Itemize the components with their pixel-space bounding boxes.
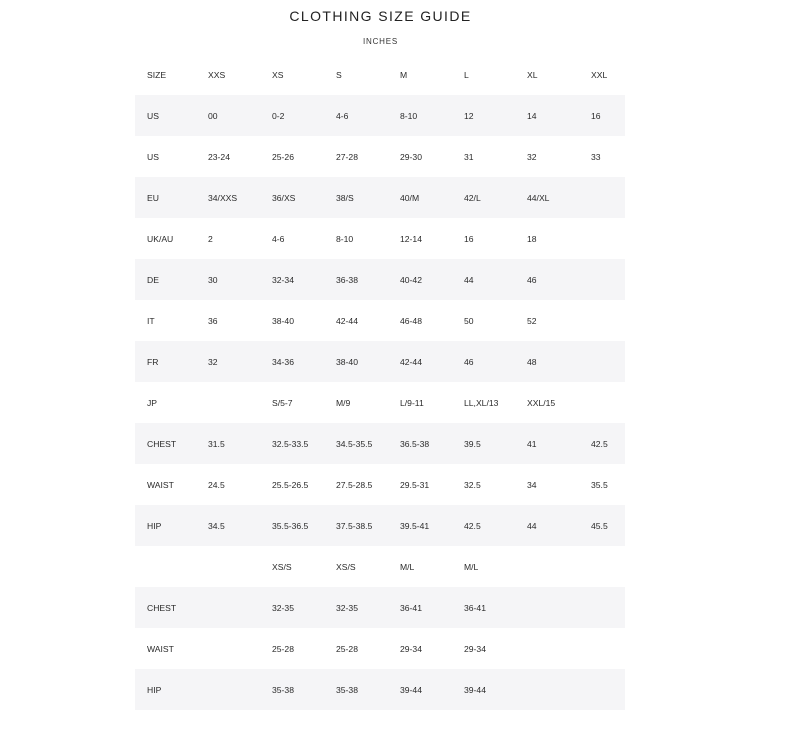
table-cell: 52 [527,315,537,326]
table-row [135,587,625,628]
table-cell: 34.5 [208,505,272,546]
table-cell: 42.5 [591,423,625,464]
table-row [135,95,625,136]
table-cell: 34-36 [272,341,336,382]
subheader-row [135,546,625,587]
table-cell: XXL/15 [527,397,556,408]
table-cell: UK/AU [147,233,174,244]
table-cell: 32.5-33.5 [272,423,336,464]
table-row [135,464,625,505]
table-cell: 16 [591,95,625,136]
table-cell: L/9-11 [400,397,424,408]
table-cell: 36.5-38 [400,423,464,464]
table-cell: 25.5-26.5 [272,479,309,490]
table-cell: 16 [464,233,474,244]
table-cell: XXL [591,69,608,80]
table-cell: 31 [464,151,474,162]
table-cell [591,628,625,669]
table-cell: 32-35 [272,587,336,628]
table-cell: 42.5 [464,505,527,546]
table-cell: 32-35 [336,587,400,628]
table-cell: 00 [208,95,272,136]
table-cell: 29-34 [400,643,422,654]
table-cell: CHEST [135,587,208,628]
table-cell: LL,XL/13 [464,397,499,408]
table-cell: XS [272,69,284,80]
table-row [135,505,625,546]
table-cell [208,546,272,587]
table-cell: 40-42 [400,259,464,300]
table-cell: 18 [527,233,537,244]
table-row [135,423,625,464]
size-table-body [135,54,625,710]
table-cell: SIZE [147,69,167,80]
table-cell: 23-24 [208,151,230,162]
table-cell: 44 [527,505,591,546]
table-cell: 46-48 [400,315,422,326]
table-cell [135,546,208,587]
table-cell: L [464,69,469,80]
table-cell: XS/S [336,561,356,572]
table-cell [208,669,272,710]
table-cell: WAIST [147,643,174,654]
table-cell: 2 [208,233,213,244]
table-cell: EU [135,177,208,218]
table-cell: 38-40 [336,341,400,382]
table-cell: HIP [135,669,208,710]
table-cell: 39.5-41 [400,505,464,546]
table-cell: 38/S [336,177,400,218]
table-cell: 36-41 [464,587,527,628]
table-cell: IT [147,315,155,326]
table-cell: 46 [464,341,527,382]
table-row [135,341,625,382]
table-cell: 42-44 [336,315,358,326]
table-cell: 44/XL [527,177,591,218]
table-row [135,382,625,423]
table-cell: 45.5 [591,505,625,546]
table-cell: 31.5 [208,423,272,464]
table-cell: US [147,151,159,162]
header-row [135,54,625,95]
table-cell: S [336,69,342,80]
table-cell: 35.5 [591,479,608,490]
table-cell: 25-28 [272,643,294,654]
table-cell: 35.5-36.5 [272,505,336,546]
table-cell [591,177,625,218]
table-cell: JP [147,397,158,408]
table-cell [591,669,625,710]
table-cell: 39.5 [464,423,527,464]
table-cell [527,546,591,587]
table-cell: 24.5 [208,479,225,490]
table-cell [591,341,625,382]
table-cell: S/5-7 [272,397,293,408]
table-cell: 34 [527,479,537,490]
table-cell [527,669,591,710]
table-cell: XS/S [272,561,292,572]
table-cell: 36-38 [336,259,400,300]
table-cell: HIP [135,505,208,546]
table-cell: 12 [464,95,527,136]
table-cell: 12-14 [400,233,422,244]
table-row [135,177,625,218]
size-table [135,54,625,710]
table-cell: 27.5-28.5 [336,479,373,490]
table-cell: 30 [208,259,272,300]
table-cell: 27-28 [336,151,358,162]
table-cell [591,259,625,300]
table-cell: 8-10 [400,95,464,136]
table-cell [208,587,272,628]
table-cell: 32-34 [272,259,336,300]
table-cell: 4-6 [336,95,400,136]
table-cell: 32 [208,341,272,382]
table-cell: 29-30 [400,151,422,162]
table-cell: 29-34 [464,643,486,654]
table-cell [591,546,625,587]
table-cell: 8-10 [336,233,354,244]
table-cell: 0-2 [272,95,336,136]
table-cell: WAIST [147,479,174,490]
table-cell: 29.5-31 [400,479,430,490]
table-cell: M/L [400,561,415,572]
table-cell: 46 [527,259,591,300]
table-cell: 36 [208,315,218,326]
table-row [135,300,625,341]
table-cell: FR [135,341,208,382]
table-cell [591,382,625,423]
table-cell: 38-40 [272,315,294,326]
table-cell: 41 [527,423,591,464]
table-cell: 42/L [464,177,527,218]
unit-label: INCHES [362,37,399,46]
table-cell: M/9 [336,397,351,408]
table-cell [591,218,625,259]
table-cell [527,587,591,628]
table-cell: 39-44 [464,669,527,710]
table-cell: US [135,95,208,136]
table-cell: 35-38 [272,669,336,710]
table-cell: 39-44 [400,669,464,710]
table-cell: XL [527,69,538,80]
table-cell: 32 [527,151,537,162]
table-cell: 50 [464,315,474,326]
table-cell: 14 [527,95,591,136]
table-cell: 32.5 [464,479,481,490]
table-cell: 36-41 [400,587,464,628]
table-cell [208,628,272,669]
table-cell [591,300,625,341]
table-cell: 34.5-35.5 [336,423,400,464]
table-cell: 33 [591,151,601,162]
table-cell [208,382,272,423]
table-cell: M/L [464,561,479,572]
table-cell: M [400,69,408,80]
table-cell [591,587,625,628]
page-title: CLOTHING SIZE GUIDE [289,8,472,24]
table-cell: 4-6 [272,233,285,244]
table-cell: 25-26 [272,151,294,162]
table-cell: 34/XXS [208,177,272,218]
table-row [135,628,625,669]
table-row [135,218,625,259]
table-cell: 37.5-38.5 [336,505,400,546]
table-cell: 44 [464,259,527,300]
table-cell: DE [135,259,208,300]
table-cell: CHEST [135,423,208,464]
table-row [135,669,625,710]
table-row [135,259,625,300]
table-cell: 25-28 [336,643,358,654]
table-cell: 42-44 [400,341,464,382]
table-cell: 36/XS [272,177,336,218]
table-cell [527,628,591,669]
table-row [135,136,625,177]
table-cell: 48 [527,341,591,382]
table-cell: 40/M [400,177,464,218]
table-cell: 35-38 [336,669,400,710]
table-cell: XXS [208,69,226,80]
